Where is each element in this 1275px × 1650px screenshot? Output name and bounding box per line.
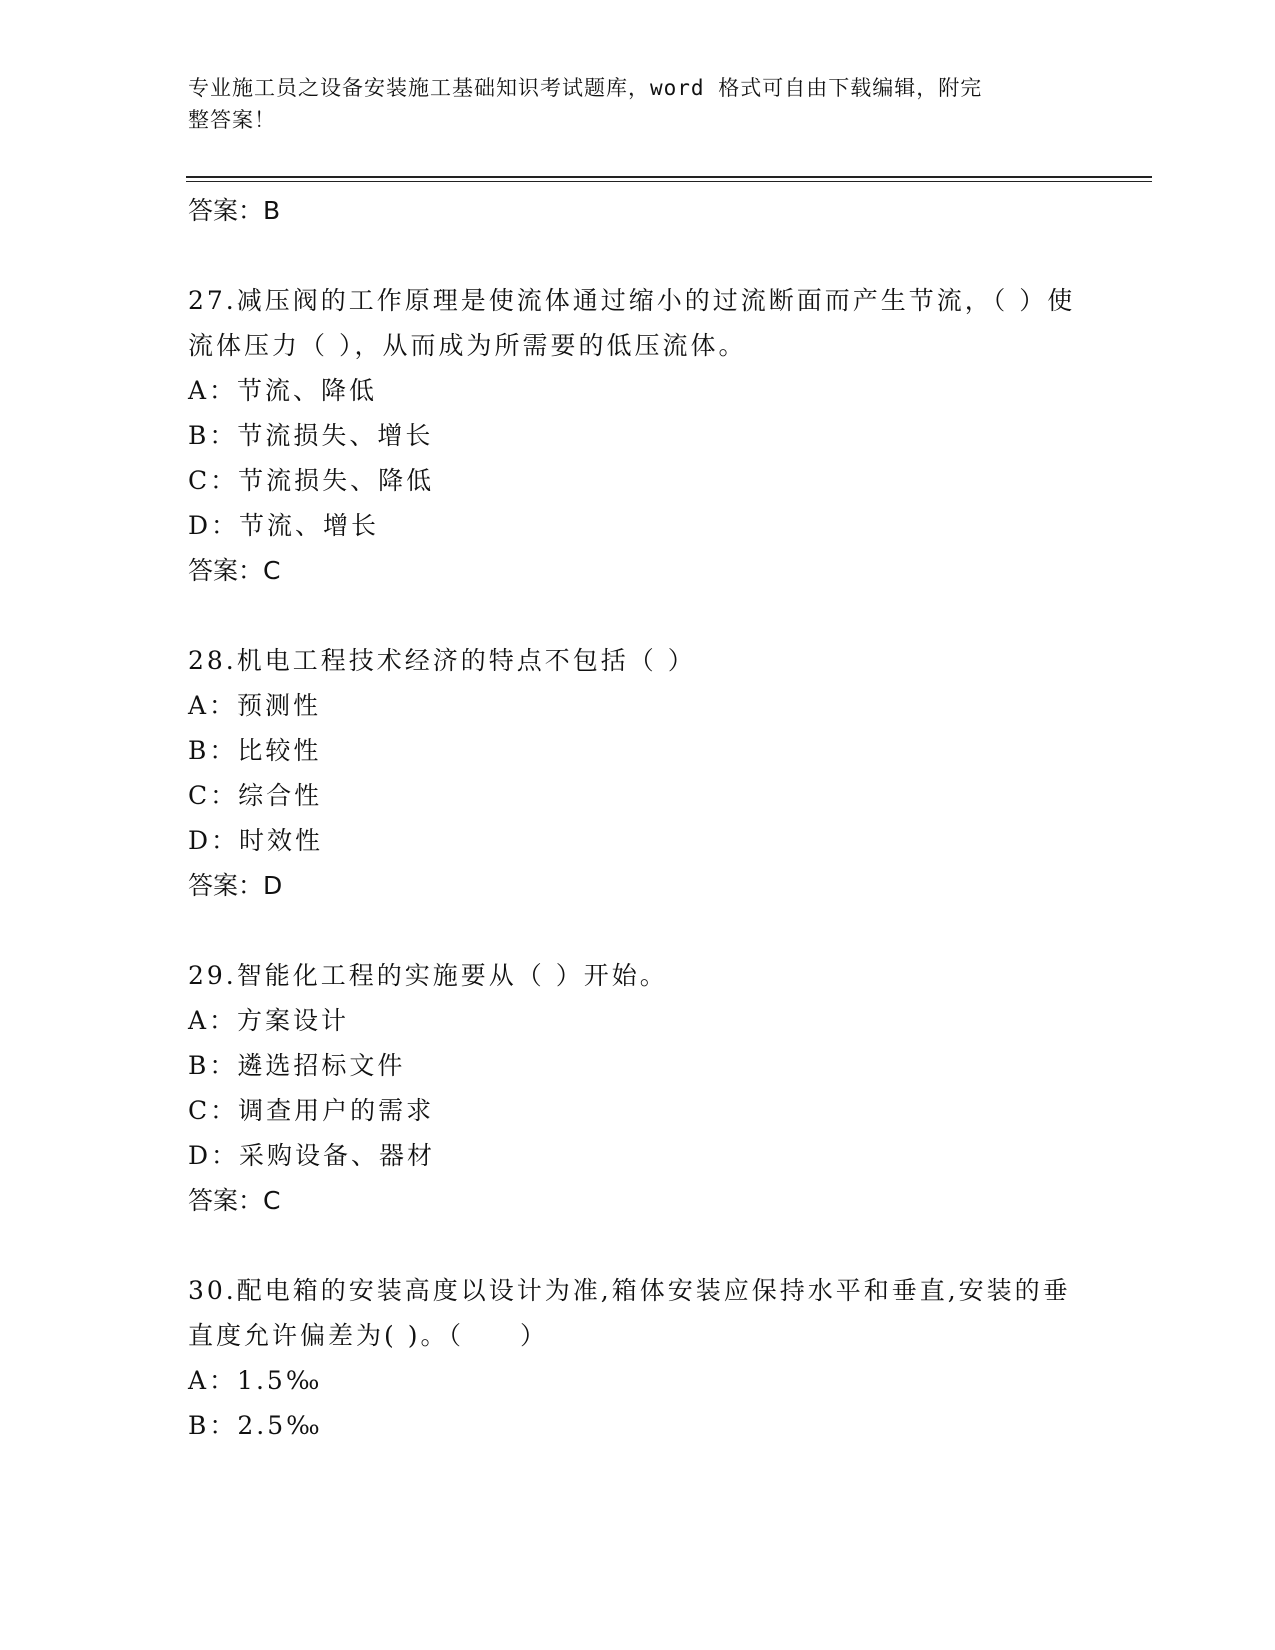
answer-26: 答案：B	[188, 196, 281, 225]
question-30-option-a: A：1.5‰	[188, 1366, 323, 1395]
question-28-option-b: B：比较性	[188, 736, 322, 765]
question-27-option-a: A：节流、降低	[188, 376, 378, 405]
question-28	[188, 638, 1088, 908]
answer-27: 答案：C	[188, 556, 281, 585]
question-27-option-d: D：节流、增长	[188, 511, 380, 540]
answer-29: 答案：C	[188, 1186, 281, 1215]
question-28-option-d: D：时效性	[188, 826, 324, 855]
question-29-option-b: B：遴选招标文件	[188, 1051, 406, 1080]
question-29-option-d: D：采购设备、器材	[188, 1141, 436, 1170]
header-divider	[186, 176, 1152, 178]
answer-28: 答案：D	[188, 871, 283, 900]
question-27	[188, 278, 1088, 593]
question-30	[188, 1268, 1088, 1448]
question-29-option-a: A：方案设计	[188, 1006, 350, 1035]
question-27-text: 27.减压阀的工作原理是使流体通过缩小的过流断面而产生节流，（ ）使流体压力（ ），从而成为所需要的低压流体。	[188, 286, 1076, 360]
question-27-option-c: C：节流损失、降低	[188, 466, 435, 495]
question-30-text: 30.配电箱的安装高度以设计为准,箱体安装应保持水平和垂直,安装的垂直度允许偏差为( )。（ ）	[188, 1276, 1071, 1350]
question-29-option-c: C：调查用户的需求	[188, 1096, 435, 1125]
question-29-text: 29.智能化工程的实施要从（ ）开始。	[188, 961, 668, 990]
header-line-2: 整答案！	[188, 108, 276, 132]
question-29	[188, 953, 1088, 1223]
question-27-option-b: B：节流损失、增长	[188, 421, 434, 450]
question-30-option-b: B：2.5‰	[188, 1411, 323, 1440]
question-28-option-c: C：综合性	[188, 781, 323, 810]
document-header	[188, 72, 1068, 136]
question-28-option-a: A：预测性	[188, 691, 322, 720]
question-28-text: 28.机电工程技术经济的特点不包括（ ）	[188, 646, 696, 675]
question-list	[188, 188, 1088, 1448]
header-line-1: 专业施工员之设备安装施工基础知识考试题库，word 格式可自由下载编辑，附完	[188, 76, 983, 100]
header-divider-thin	[186, 181, 1152, 182]
